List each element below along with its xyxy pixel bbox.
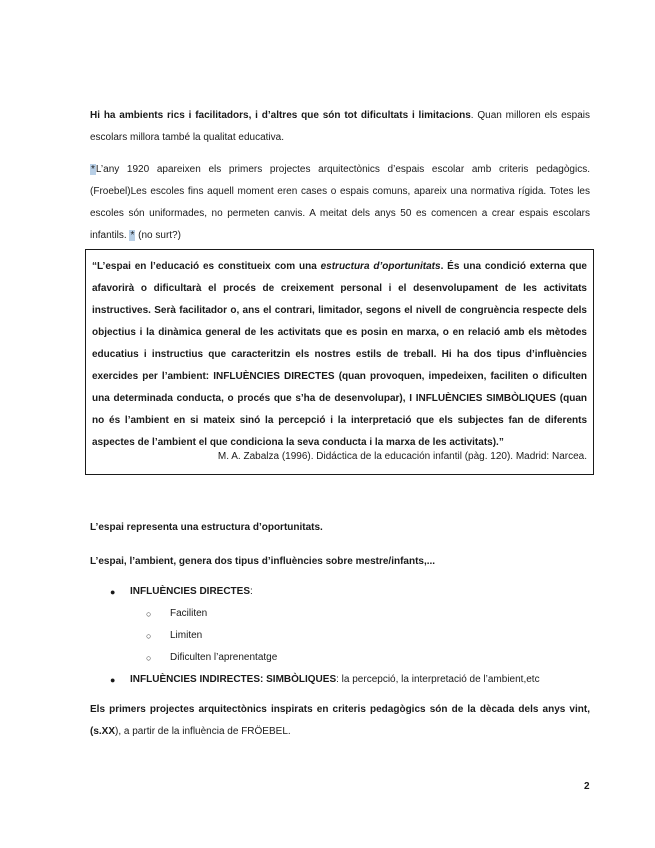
list-item-bold: INFLUÈNCIES DIRECTES [130,586,251,597]
subitem-text: Limiten [170,630,203,641]
circle-bullet-icon: ○ [146,631,152,641]
circle-bullet-icon: ○ [146,609,152,619]
list-item-bold: INFLUÈNCIES INDIRECTES: SIMBÒLIQUES [130,674,337,685]
quote-caps-directes: INFLUÈNCIES DIRECTES [213,371,335,382]
bullet-icon: ● [110,675,116,685]
espai-text: L’espai representa una estructura d’oportunitats. [90,522,323,533]
paragraph-ambients [90,105,590,149]
list-item [110,581,590,603]
page-number: 2 [584,781,590,792]
paragraph-influencies [90,551,590,573]
paragraph-projectes [90,699,590,743]
paragraph-1920 [90,159,590,247]
quote-caps-simboliques: INFLUÈNCIES SIMBÒLIQUES [415,393,557,404]
projectes-text: Els primers projectes arquitectònics inspirats en criteris pedagògics són de la dècada dels anys vint, (s. [90,704,590,737]
paragraph-1920-tail: (no surt?) [135,230,181,241]
quote-source: M. A. Zabalza (1996). Didáctica de la educación infantil (pàg. 120). Madrid: Narcea. [217,451,587,462]
list-item-rest: : la percepció, la interpretació de l’ambient,etc [336,674,540,685]
quote-text [92,256,587,454]
comment-marker[interactable]: * [91,164,95,175]
comment-marker[interactable]: * [130,230,135,241]
projectes-century: XX [101,726,116,737]
subitem-text: Faciliten [170,608,208,619]
list-subitem [110,647,590,669]
list-item-rest: : [250,586,253,597]
quote-end: (quan no és l’ambient en si mateix sinó la percepció i la interpretació que els subjectes fan de diferents aspectes de l’ambient el que condiciona la seva conducta i la marxa de les activitats).” [92,393,587,448]
paragraph-1920-text: L’any 1920 apareixen els primers projectes arquitectònics d’espais escolar amb criteris pedagògics. (Froebel)Les escoles fins aquell moment eren cases o espais comuns, apareix una normativa rígida. Totes les escoles són uniformades, no permeten canvis. A meitat dels anys 50 es comencen a crear espais escolars infantils. [90,164,590,241]
list-item [110,669,590,691]
subitem-text: Dificulten l’aprenentatge [170,652,278,663]
quote-mid: (quan provoquen, impedeixen, faciliten o dificulten una determinada conducta, o procés que s’ha de desenvolupar), I [92,371,588,404]
list-subitem [110,603,590,625]
paragraph-espai [90,517,590,539]
circle-bullet-icon: ○ [146,653,152,663]
bullet-icon: ● [110,587,116,597]
quote-box [85,249,594,475]
list-subitem [110,625,590,647]
projectes-tail: ), a partir de la influència de FRÖEBEL. [115,726,291,737]
quote-body: . És una condició externa que afavorirà o dificultarà el procés de creixement personal i el desenvolupament de les activitats instructives. Serà facilitador o, ans el contrari, limitador, segons el nivell de congruència respecte dels objectius i la dinàmica general de les activitats que es posin en marxa, o en relació amb els mètodes educatius i instructius que caracteritzin els nostres estils de treball. Hi ha dos tipus d’influències exercides per l’ambient: [92,261,587,382]
quote-open: “L’espai en l’educació es constitueix com una [92,261,321,272]
ambients-bold-text: Hi ha ambients rics i facilitadors, i d’altres que són tot dificultats i limitacions [90,110,471,121]
influences-list [110,581,590,691]
quote-italic: estructura d’oportunitats [320,261,441,272]
ambients-rest-text: . Quan milloren els espais escolars millora també la qualitat educativa. [90,110,590,143]
influencies-text: L’espai, l’ambient, genera dos tipus d’influències sobre mestre/infants,... [90,556,436,567]
